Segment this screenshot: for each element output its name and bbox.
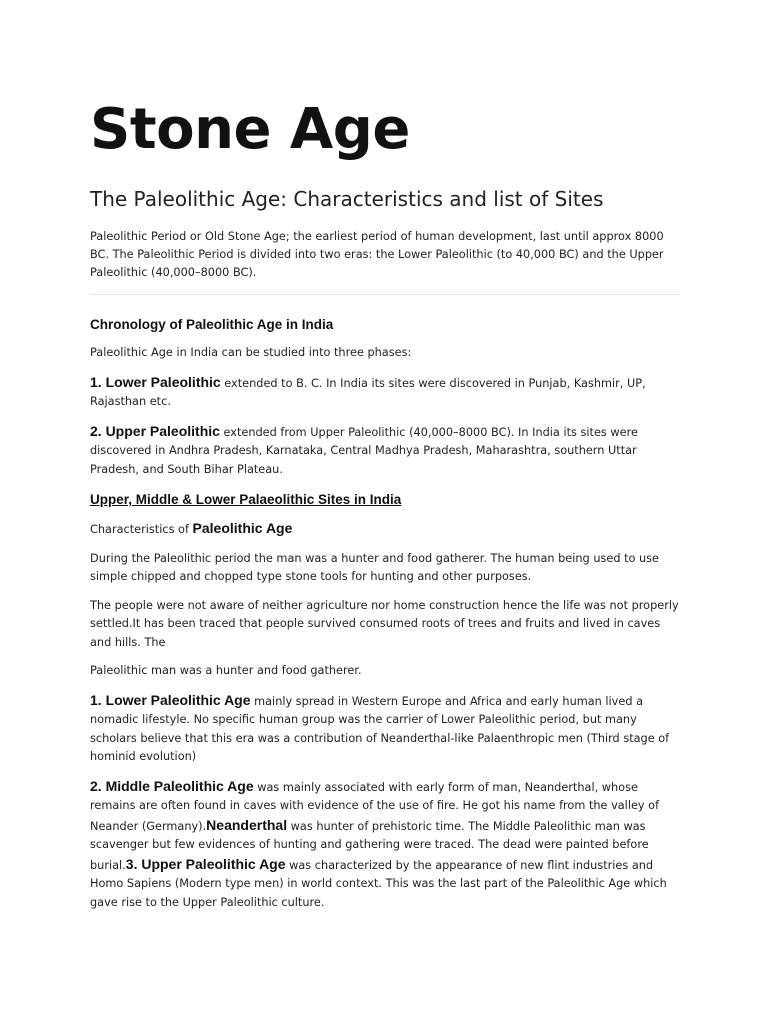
upper-age-text: was characterized by the appearance of new flint industries and Homo Sapiens (Modern type men) in world context. This was the last part of the Paleolithic Age which gave rise to the Upper Paleolithic culture.: [90, 858, 667, 909]
lower-age-paragraph: [90, 691, 680, 767]
middle-age-text-continued: was hunter of prehistoric time. The Middle Paleolithic man was scavenger but few evidences of hunting and gathering were traced. The dead were painted before burial.: [90, 819, 649, 872]
document-content: [90, 92, 680, 912]
lower-paleolithic-lead: 1. Lower Paleolithic: [90, 373, 221, 390]
sites-heading: Upper, Middle & Lower Palaeolithic Sites in India: [90, 492, 402, 507]
upper-paleolithic-paragraph: [90, 422, 680, 480]
neanderthal-bold: Neanderthal: [206, 816, 288, 833]
upper-paleolithic-text: extended from Upper Paleolithic (40,000–8000 BC). In India its sites were discovered in Andhra Pradesh, Karnataka, Central Madhya Pradesh, Maharashtra, southern Uttar Pradesh, and South Bihar Plateau.: [90, 425, 638, 476]
middle-age-text: was mainly associated with early form of man, Neanderthal, whose remains are often found in caves with evidence of the use of fire. He got his name from the valley of Neander (Germany).: [90, 780, 660, 833]
lower-paleolithic-paragraph: [90, 373, 680, 412]
characteristics-prefix: Characteristics of: [90, 523, 193, 536]
middle-age-paragraph: [90, 777, 680, 913]
upper-paleolithic-lead: 2. Upper Paleolithic: [90, 422, 220, 439]
settlement-paragraph: The people were not aware of neither agriculture nor home construction hence the life was not properly settled.It has been traced that people survived consumed roots of trees and fruits and lived in caves and hills. The: [90, 598, 679, 649]
hunter-gatherer-paragraph: During the Paleolithic period the man was a hunter and food gatherer. The human being used to use simple chipped and chopped type stone tools for hunting and other purposes.: [90, 551, 660, 583]
middle-age-lead: 2. Middle Paleolithic Age: [90, 777, 254, 794]
hunter-food-paragraph: Paleolithic man was a hunter and food gatherer.: [90, 664, 362, 677]
phases-intro: Paleolithic Age in India can be studied into three phases:: [90, 346, 412, 359]
upper-age-lead: 3. Upper Paleolithic Age: [125, 855, 286, 872]
lower-age-lead: 1. Lower Paleolithic Age: [90, 691, 251, 708]
page-title: Stone Age: [90, 97, 410, 162]
lower-age-text: mainly spread in Western Europe and Africa and early human lived a nomadic lifestyle. No specific human group was the carrier of Lower Paleolithic period, but many scholars believe that this era was a contribution of Neanderthal-like Palaenthropic men (Third stage of hominid evolution): [90, 694, 670, 763]
characteristics-bold: Paleolithic Age: [192, 520, 293, 536]
chronology-heading: Chronology of Paleolithic Age in India: [90, 317, 334, 332]
section-divider: [90, 294, 680, 295]
page-subtitle: The Paleolithic Age: Characteristics and list of Sites: [90, 187, 604, 211]
characteristics-line: [90, 519, 680, 540]
intro-paragraph: Paleolithic Period or Old Stone Age; the earliest period of human development, last until approx 8000 BC. The Paleolithic Period is divided into two eras: the Lower Paleolithic (to 40,000 BC) and the Upper Paleolithic (40,000–8000 BC).: [90, 230, 664, 279]
lower-paleolithic-text: extended to B. C. In India its sites were discovered in Punjab, Kashmir, UP, Rajasthan etc.: [90, 376, 646, 408]
